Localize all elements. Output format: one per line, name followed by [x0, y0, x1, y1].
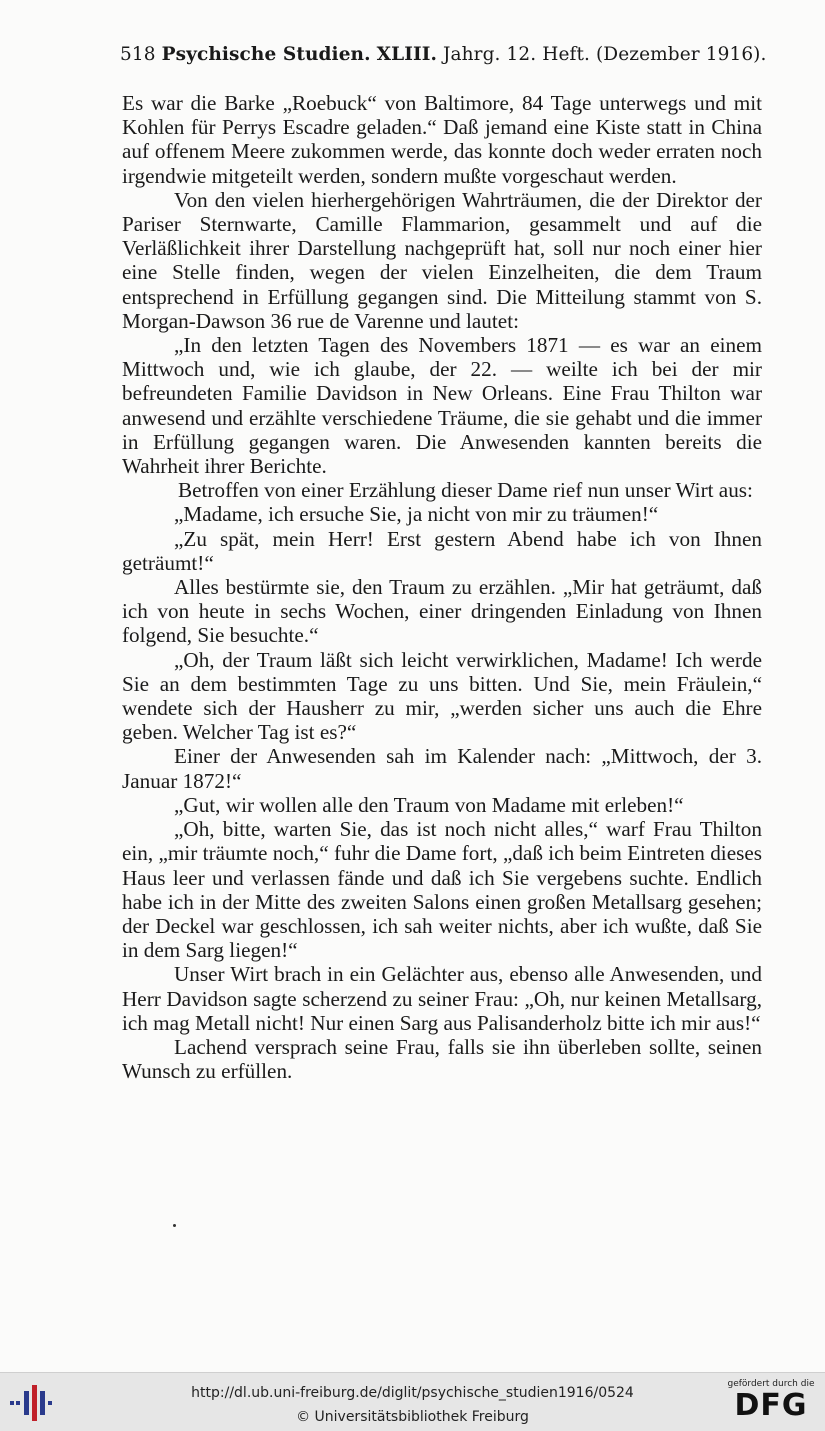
- issue-number: 12. Heft.: [506, 44, 590, 65]
- paragraph: Lachend versprach seine Frau, falls sie ihn überleben sollte, seinen Wunsch zu erfüllen.: [122, 1034, 762, 1084]
- volume-number: XLIII.: [376, 44, 438, 65]
- paragraph: „In den letzten Tagen des Novembers 1871 — es war an einem Mittwoch und, wie ich glaube, der 22. — weilte ich bei der mir befreundeten Familie Davidson in New Orleans. Eine Frau Thilton war anwesend und erzählte verschiedene Träume, die sie gehabt und die immer in Erfüllung gegangen waren. Die Anwesenden kannten bereits die Wahrheit ihrer Berichte.: [122, 333, 762, 479]
- body-text: [122, 91, 762, 1083]
- sponsor-caption: gefördert durch die: [727, 1379, 815, 1389]
- paragraph: „Oh, der Traum läßt sich leicht verwirklichen, Madame! Ich werde Sie an dem bestimmten Tage zu uns bitten. Und Sie, mein Fräulein,“ wendete sich der Hausherr zu mir, „werden sicher uns auch die Ehre geben. Welcher Tag ist es?“: [122, 647, 762, 745]
- dfg-wordmark: DFG: [734, 1388, 808, 1423]
- viewer-footer: [0, 1372, 825, 1431]
- paragraph: Einer der Anwesenden sah im Kalender nach: „Mittwoch, der 3. Januar 1872!“: [122, 744, 762, 793]
- paragraph: Es war die Barke „Roebuck“ von Baltimore, 84 Tage unterwegs und mit Kohlen für Perrys Escadre geladen.“ Daß jemand eine Kiste statt in China auf offenem Meere zukommen werde, das konnte doch weder erraten noch irgendwie mitgeteilt werden, sondern mußte vorgeschaut werden.: [122, 91, 762, 188]
- dfg-logo[interactable]: [727, 1379, 815, 1427]
- copyright-notice: © Universitätsbibliothek Freiburg: [296, 1409, 529, 1425]
- paragraph: „Madame, ich ersuche Sie, ja nicht von mir zu träumen!“: [174, 502, 659, 527]
- source-url[interactable]: http://dl.ub.uni-freiburg.de/diglit/psychische_studien1916/0524: [191, 1385, 634, 1401]
- paragraph: „Zu spät, mein Herr! Erst gestern Abend habe ich von Ihnen geträumt!“: [122, 526, 762, 575]
- paragraph: Betroffen von einer Erzählung dieser Dame rief nun unser Wirt aus:: [178, 478, 753, 503]
- paragraph: Von den vielen hierhergehörigen Wahrträumen, die der Direktor der Pariser Sternwarte, Camille Flammarion, gesammelt und auf die Verläßlichkeit ihrer Darstellung nachgeprüft hat, soll nur noch einer hier eine Stelle finden, wegen der vielen Einzelheiten, die dem Traum entsprechend in Erfüllung gegangen sind. Die Mitteilung stammt von S. Morgan-Dawson 36 rue de Varenne und lautet:: [122, 187, 762, 333]
- paragraph: „Gut, wir wollen alle den Traum von Madame mit erleben!“: [174, 792, 684, 817]
- ink-speck: [173, 1224, 176, 1227]
- running-header: [120, 44, 767, 65]
- year-label: Jahrg.: [443, 44, 501, 65]
- paragraph: Unser Wirt brach in ein Gelächter aus, ebenso alle Anwesenden, und Herr Davidson sagte scherzend zu seiner Frau: „Oh, nur keinen Metallsarg, ich mag Metall nicht! Nur einen Sarg aus Palisanderholz bitte ich mir aus!“: [122, 962, 762, 1035]
- paragraph: „Oh, bitte, warten Sie, das ist noch nicht alles,“ warf Frau Thilton ein, „mir träumte noch,“ fuhr die Dame fort, „daß ich beim Eintreten dieses Haus leer und verlassen fände und daß ich Sie vergebens suchte. Endlich habe ich in der Mitte des zweiten Salons einen großen Metallsarg gesehen; der Deckel war geschlossen, ich sah weiter nichts, aber ich wußte, daß Sie in dem Sarg liegen!“: [122, 817, 762, 963]
- issue-date: (Dezember 1916).: [595, 44, 767, 65]
- paragraph: Alles bestürmte sie, den Traum zu erzählen. „Mir hat geträumt, daß ich von heute in sechs Wochen, einer dringenden Einladung von Ihnen folgend, Sie besuchte.“: [122, 575, 762, 648]
- journal-title: Psychische Studien.: [161, 44, 371, 65]
- page-number: 518: [120, 44, 156, 65]
